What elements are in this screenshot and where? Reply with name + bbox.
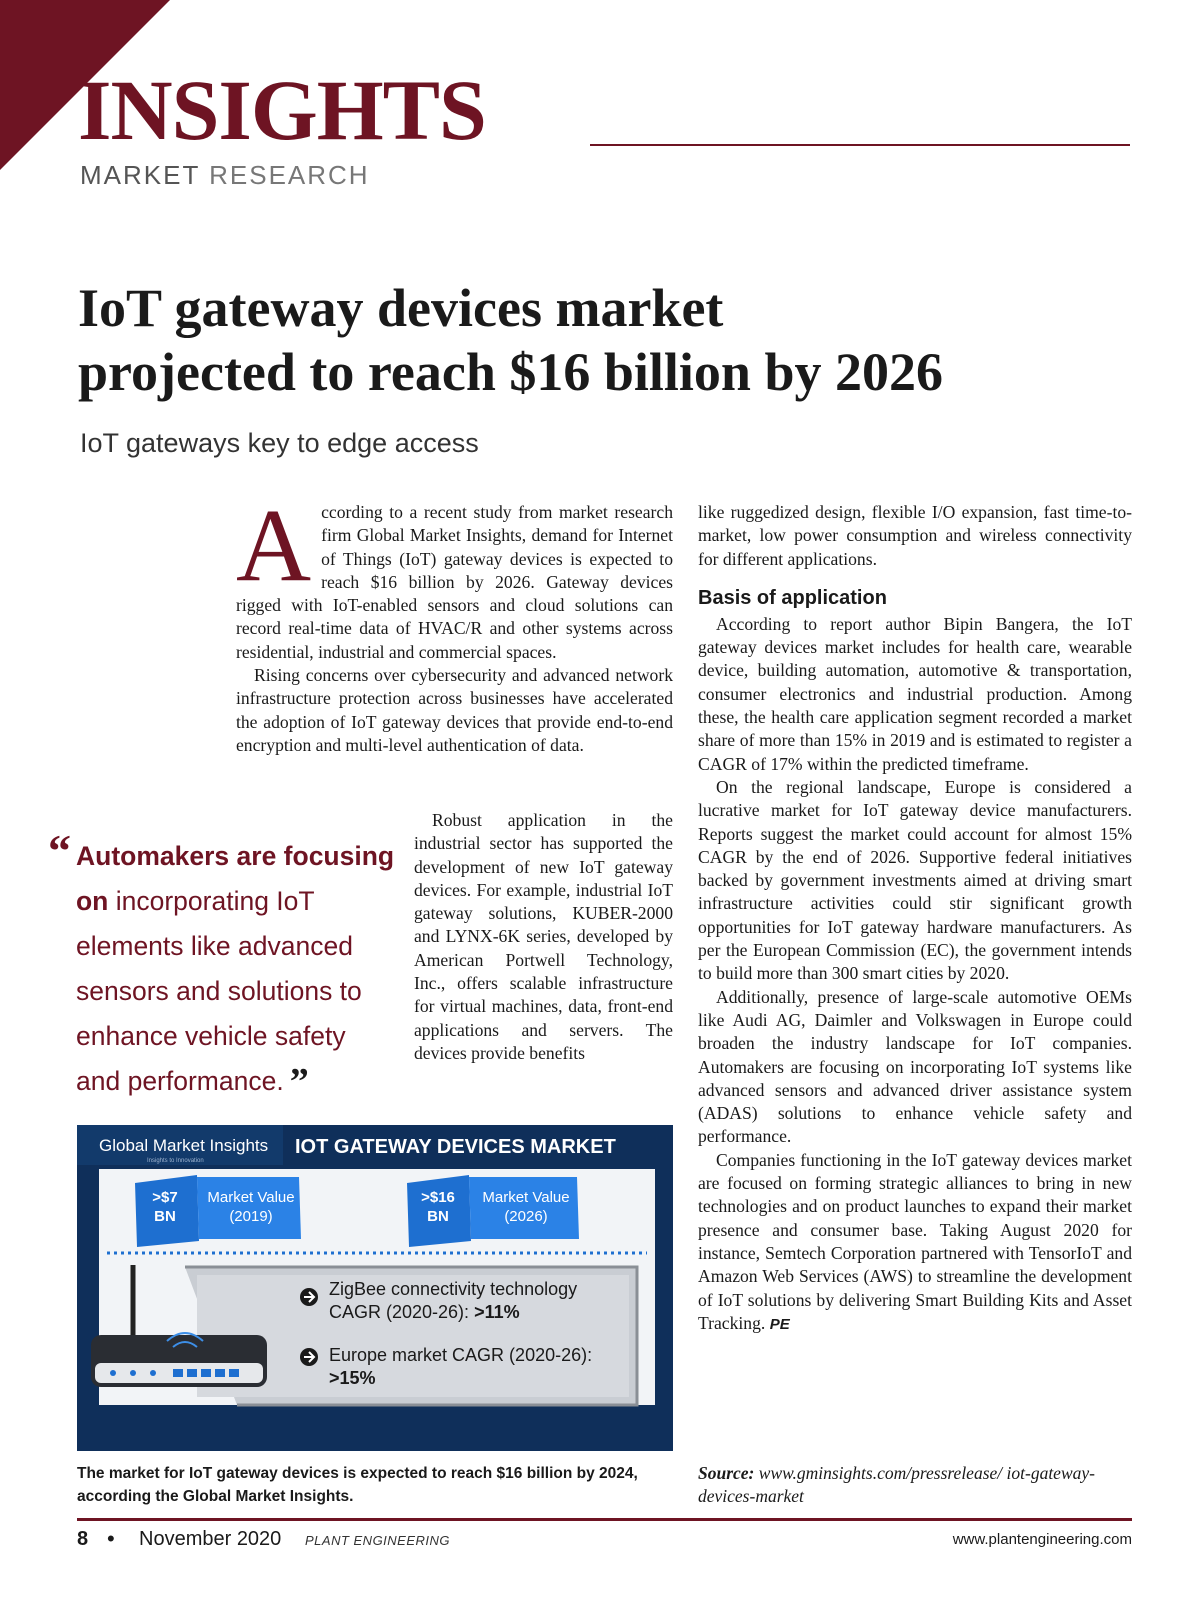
- stat1-label-line1: Market Value: [207, 1189, 295, 1206]
- infographic-graphic: [77, 1125, 673, 1451]
- fact1-value: >11%: [474, 1302, 520, 1322]
- section-subtitle-word2: RESEARCH: [209, 160, 370, 190]
- source-url: www.gminsights.com/pressrelease/ iot-gateway-devices-market: [698, 1463, 1095, 1506]
- fact2-value: >15%: [329, 1368, 376, 1388]
- fact2-line1: Europe market CAGR (2020-26):: [329, 1345, 593, 1365]
- brand-name: Global Market Insights: [99, 1136, 269, 1155]
- stat2-label-line1: Market Value: [482, 1189, 570, 1206]
- stat1-value-line1: >$7: [152, 1189, 178, 1206]
- pull-quote-bold: Automakers are focusing on: [76, 841, 395, 916]
- magazine-url: www.plantengineering.com: [952, 1531, 1132, 1548]
- drop-cap: A: [236, 488, 312, 603]
- article-headline: [78, 276, 1158, 404]
- header-rule: [590, 144, 1130, 146]
- infographic-title: IOT GATEWAY DEVICES MARKET: [295, 1136, 616, 1158]
- pull-quote: [76, 834, 396, 1105]
- paragraph: like ruggedized design, flexible I/O expansion, fast time-to-market, low power consumption and wireless connectivity for different applications.: [698, 502, 1132, 569]
- paragraph-text: Companies functioning in the IoT gateway devices market are focused on forming strategic alliances to bring in new technologies and on product launches to expand their market presence and consumer base. Taking August 2020 for instance, Semtech Corporation partnered with TensorIoT and Amazon Web Services (AWS) to streamline the development of IoT solutions by delivering Smart Building Kits and Asset Tracking.: [698, 1149, 1132, 1333]
- stat1-value-line2: BN: [154, 1208, 176, 1225]
- article-column-2: [414, 809, 673, 1065]
- page-footer: [77, 1528, 1132, 1558]
- footer-rule: [77, 1518, 1132, 1521]
- arrow-icon: [300, 1348, 318, 1366]
- figure-caption: The market for IoT gateway devices is expected to reach $16 billion by 2024, according the Global Market Insights.: [77, 1465, 638, 1505]
- paragraph: Additionally, presence of large-scale automotive OEMs like Audi AG, Daimler and Volkswagen in Europe could broaden the industry landscape for IoT companies. Automakers are focusing on incorporating IoT systems like advanced sensors and advanced driver assistance system (ADAS) solutions to enhance vehicle safety and performance.: [698, 986, 1132, 1147]
- stat2-value-line2: BN: [427, 1208, 449, 1225]
- article-column-1: [236, 488, 673, 757]
- headline-line2: projected to reach $16 billion by 2026: [78, 342, 943, 402]
- fact1-line2: [329, 1302, 520, 1322]
- issue-date: November 2020: [139, 1528, 282, 1550]
- paragraph: According to report author Bipin Bangera, the IoT gateway devices market includes for health care, wearable device, building automation, automotive & transportation, consumer electronics and industrial production. Among these, the health care application segment recorded a market share of more than 15% in 2019 and is estimated to register a CAGR of 17% within the predicted timeframe.: [698, 613, 1132, 774]
- source-label: Source:: [698, 1463, 755, 1483]
- infographic: [77, 1125, 673, 1451]
- paragraph: On the regional landscape, Europe is considered a lucrative market for IoT gateway device manufacturers. Reports suggest the market could account for almost 15% CAGR by the end of 2026. Supportive federal initiatives backed by government investments aimed at driving smart infrastructure activities could stir significant growth opportunities for IoT gateway hardware manufacturers. As per the European Commission (EC), the government intends to build more than 300 smart cities by 2020.: [698, 776, 1132, 984]
- section-subtitle: [80, 160, 370, 191]
- page-number: 8: [77, 1528, 89, 1550]
- stat2-label-line2: (2026): [504, 1208, 548, 1225]
- section-title: INSIGHTS: [78, 62, 486, 158]
- footer-bullet: •: [107, 1526, 115, 1551]
- arrow-icon: [300, 1288, 318, 1306]
- end-mark: PE: [769, 1315, 790, 1333]
- headline-line1: IoT gateway devices market: [78, 278, 724, 338]
- brand-tagline: Insights to Innovation: [147, 1158, 204, 1164]
- article-column-3: [698, 501, 1132, 1336]
- fact1-label: CAGR (2020-26):: [329, 1302, 475, 1322]
- paragraph: Robust application in the industrial sector has supported the development of new IoT gateway devices. For example, industrial IoT gateway solutions, KUBER-2000 and LYNX-6K series, developed by American Portwell Technology, Inc., offers scalable infrastructure for virtual machines, data, front-end applications and servers. The devices provide benefits: [414, 810, 673, 1063]
- section-heading: Basis of application: [698, 586, 887, 609]
- paragraph-text: ccording to a recent study from market research firm Global Market Insights, demand for Internet of Things (IoT) gateway devices is expected to reach $16 billion by 2026. Gateway devices rigged with IoT-enabled sensors and cloud solutions can record real-time data of HVAC/R and other systems across residential, industrial and commercial spaces.: [236, 502, 673, 662]
- pull-quote-text: incorporating IoT elements like advanced sensors and solutions to enhance vehicle safety and performance.: [76, 886, 362, 1096]
- paragraph: [236, 488, 673, 664]
- paragraph: [698, 1149, 1132, 1336]
- source-note: [698, 1462, 1138, 1508]
- section-subtitle-word1: MARKET: [80, 160, 200, 190]
- magazine-name: PLANT ENGINEERING: [305, 1533, 451, 1548]
- quote-open-mark: “: [48, 825, 71, 876]
- stat2-value-line1: >$16: [421, 1189, 455, 1206]
- stat1-label-line2: (2019): [229, 1208, 273, 1225]
- paragraph: Rising concerns over cybersecurity and advanced network infrastructure protection across businesses have accelerated the adoption of IoT gateway devices that provide end-to-end encryption and multi-level authentication of data.: [236, 665, 673, 755]
- article-subhead: IoT gateways key to edge access: [80, 428, 479, 458]
- quote-close-mark: ”: [289, 1061, 309, 1103]
- fact1-line1: ZigBee connectivity technology: [329, 1279, 578, 1299]
